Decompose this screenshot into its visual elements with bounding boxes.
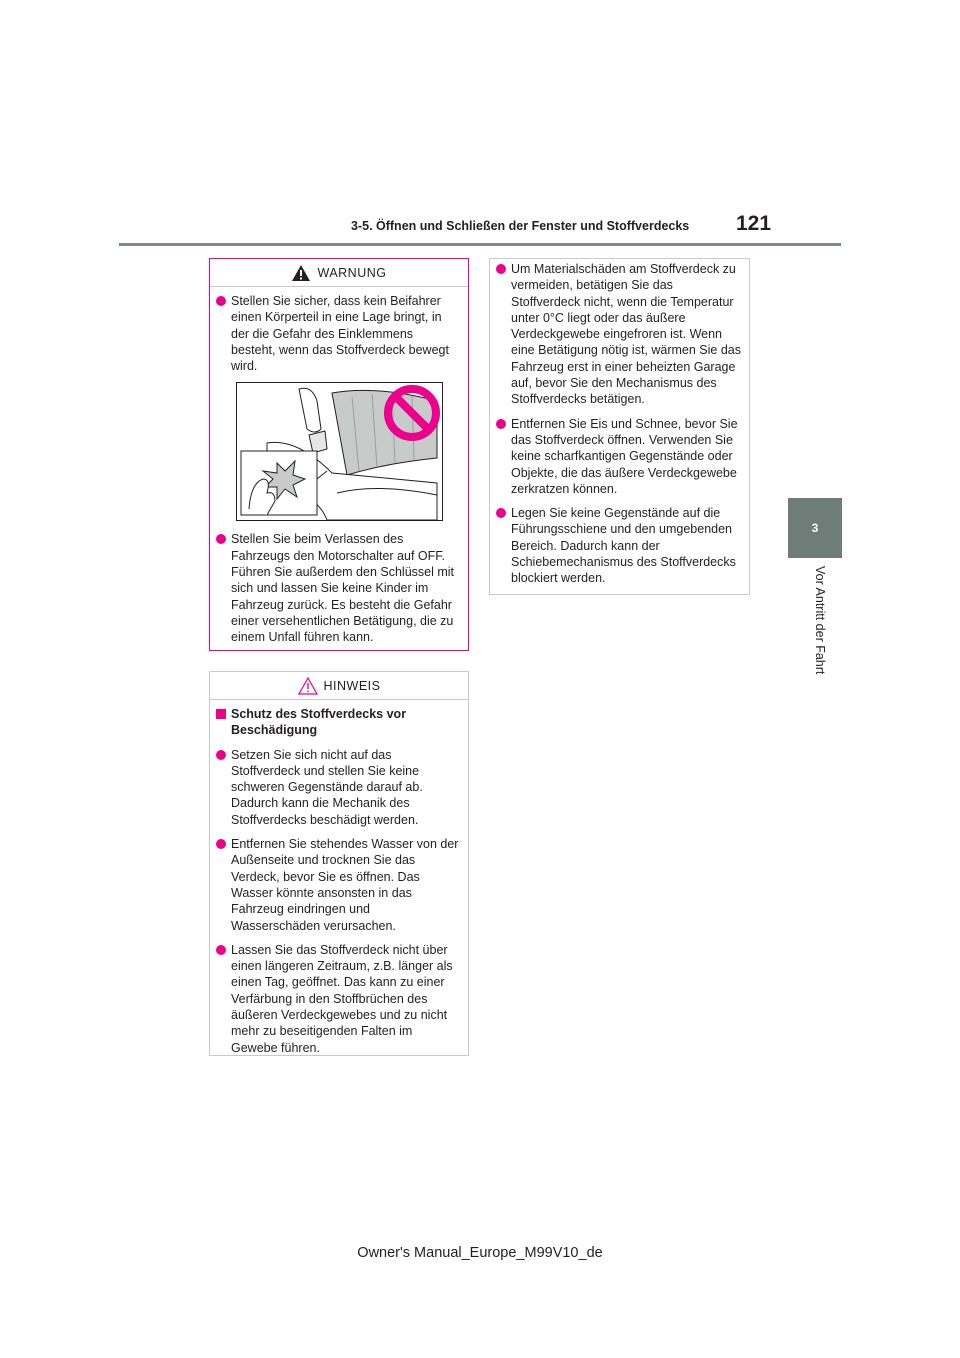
page-number: 121 <box>736 212 772 235</box>
warning-label: WARNUNG <box>317 265 387 280</box>
chapter-number: 3 <box>811 521 819 535</box>
notice-item-text: Lassen Sie das Stoffverdeck nicht über einen längeren Zeitraum, z.B. länger als einen Tag, geöffnet. Das kann zu einer Verfärbung in den Stoffbrüchen des äußeren Verdeckgewebes und zu nicht mehr zu beseitigenden Falten im Gewebe führen. <box>231 942 453 1055</box>
list-item <box>496 416 741 497</box>
notice-item-text: Um Materialschäden am Stoffverdeck zu vermeiden, betätigen Sie das Stoffverdeck nicht, wenn die Temperatur unter 0°C liegt oder das äußere Verdeckgewebe eingefroren ist. Wenn eine Betätigung nötig ist, wärmen Sie das Fahrzeug erst in einer beheizten Garage auf, bevor Sie den Mechanismus des Stoffverdecks betätigen. <box>511 262 741 407</box>
bullet-icon <box>216 839 226 849</box>
notice-continued-box <box>489 258 750 595</box>
caution-triangle-icon <box>298 677 318 695</box>
chapter-tab[interactable] <box>788 498 842 558</box>
bullet-icon <box>216 296 226 306</box>
header-rule <box>119 243 841 246</box>
bullet-icon <box>216 945 226 955</box>
car-roof-illustration <box>237 383 442 520</box>
warning-header <box>210 259 468 287</box>
bullet-icon <box>496 419 506 429</box>
bullet-icon <box>216 534 226 544</box>
notice-item-text: Entfernen Sie Eis und Schnee, bevor Sie das Stoffverdeck öffnen. Verwenden Sie keine scharfkantigen Gegenstände oder Objekte, die das äußere Verdeckgewebe zerkratzen können. <box>511 416 738 496</box>
square-bullet-icon <box>216 709 226 719</box>
list-item <box>216 531 460 645</box>
warning-triangle-icon <box>291 264 311 282</box>
warning-item-text: Stellen Sie sicher, dass kein Beifahrer einen Körperteil in eine Lage bringt, in der die Gefahr des Einklemmens besteht, wenn das Stoffverdeck bewegt wird. <box>231 294 449 374</box>
notice-item-text: Legen Sie keine Gegenstände auf die Führungsschiene und den umgebenden Bereich. Dadurch kann der Schiebemechanismus des Stoffverdecks blockiert werden. <box>511 506 736 586</box>
notice-box <box>209 671 469 1056</box>
notice-item-text: Setzen Sie sich nicht auf das Stoffverdeck und stellen Sie keine schweren Gegenstände darauf ab. Dadurch kann die Mechanik des Stoffverdecks beschädigt werden. <box>231 747 423 827</box>
bullet-icon <box>216 750 226 760</box>
notice-heading-text: Schutz des Stoffverdecks vor Beschädigung <box>231 707 407 738</box>
list-item <box>496 261 741 408</box>
bullet-icon <box>496 264 506 274</box>
list-item <box>496 505 741 586</box>
warning-box <box>209 258 469 651</box>
bullet-icon <box>496 508 506 518</box>
notice-label: HINWEIS <box>323 678 381 693</box>
list-item <box>216 747 460 828</box>
list-item <box>216 942 460 1056</box>
footer-document-id: Owner's Manual_Europe_M99V10_de <box>357 1245 603 1261</box>
notice-item-text: Entfernen Sie stehendes Wasser von der Außenseite und trocknen Sie das Verdeck, bevor Sie es öffnen. Das Wasser könnte ansonsten in das Fahrzeug eindringen und Wasserschäden verursachen. <box>231 837 459 933</box>
notice-heading <box>216 706 460 739</box>
chapter-title: Vor Antritt der Fahrt <box>813 566 827 675</box>
list-item <box>216 836 460 934</box>
list-item <box>216 293 460 374</box>
warning-item-text: Stellen Sie beim Verlassen des Fahrzeugs den Motorschalter auf OFF. Führen Sie außerdem den Schlüssel mit sich und lassen Sie keine Kinder im Fahrzeug zurück. Es besteht die Gefahr einer versehentlichen Betätigung, die zu einem Unfall führen kann. <box>231 532 455 645</box>
section-title: 3-5. Öffnen und Schließen der Fenster und Stoffverdecks <box>351 219 690 233</box>
illustration <box>236 382 443 521</box>
notice-header <box>210 672 468 700</box>
